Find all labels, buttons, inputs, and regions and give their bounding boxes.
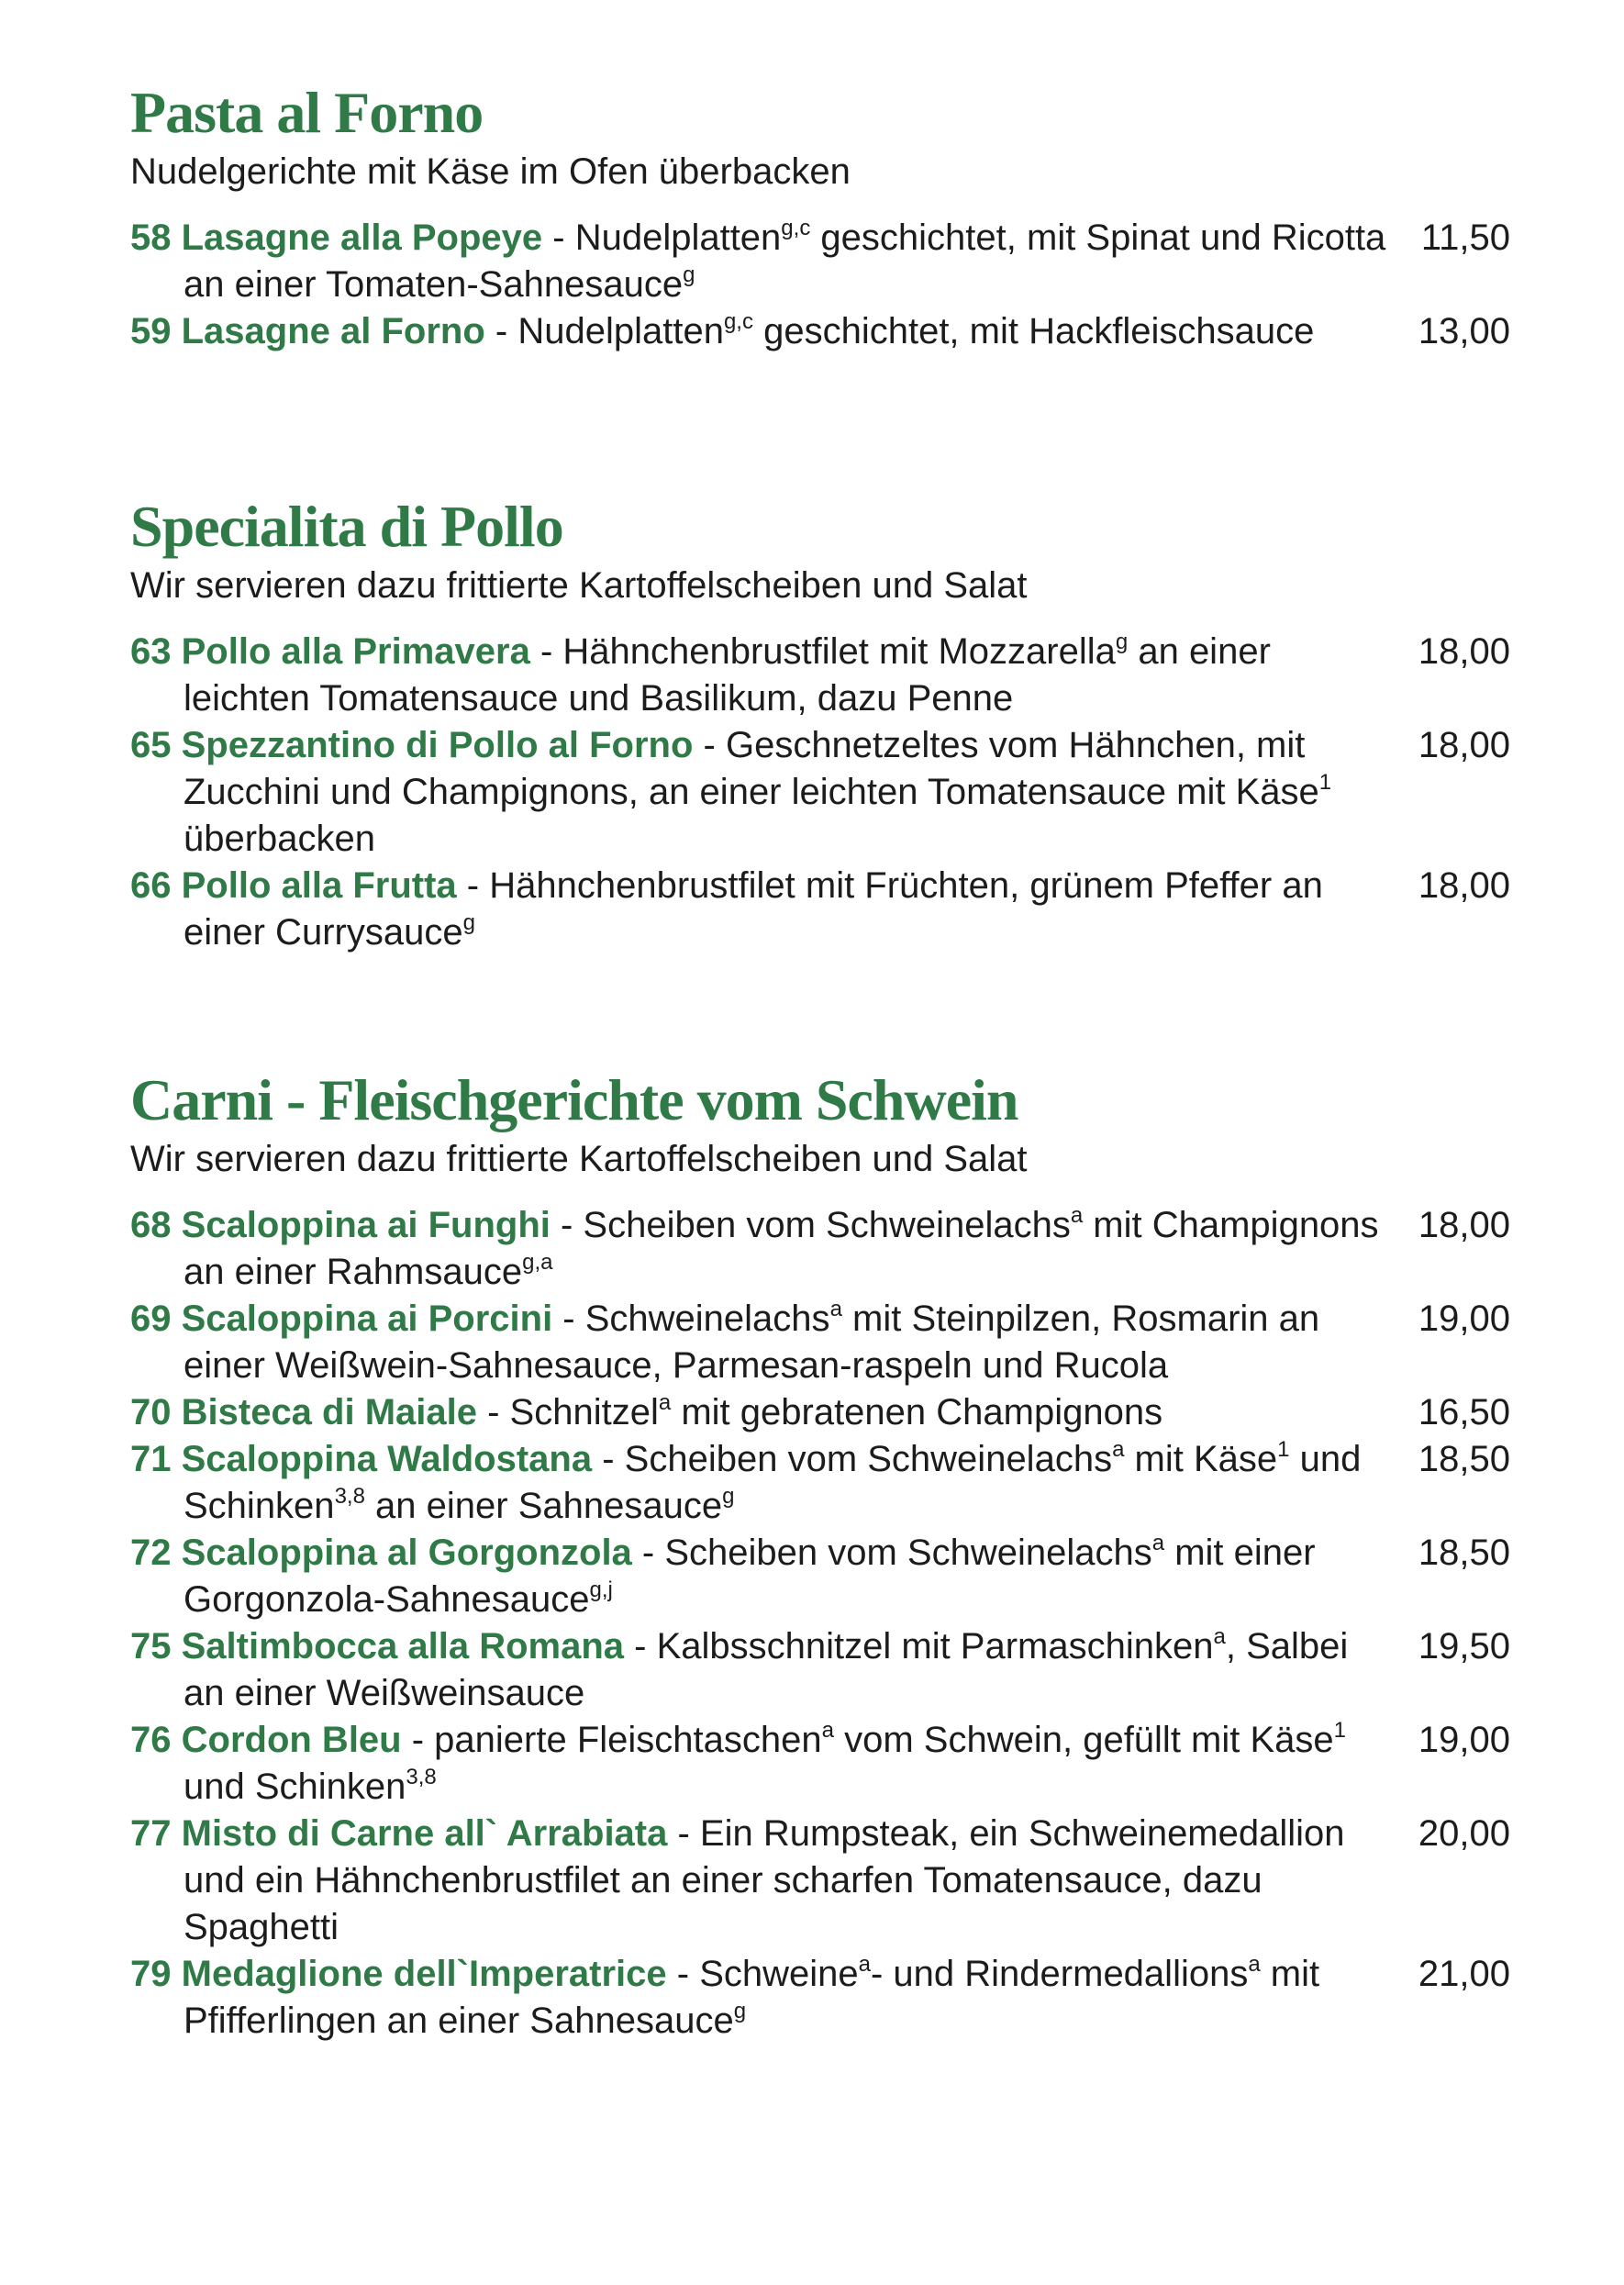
item-number: 69 xyxy=(130,1299,172,1339)
menu-item-text xyxy=(130,722,1386,863)
item-price: 19,50 xyxy=(1418,1626,1510,1666)
item-description: und Schinken xyxy=(184,1767,406,1807)
item-number: 79 xyxy=(130,1954,172,1994)
item-number: 71 xyxy=(130,1439,172,1479)
allergen-superscript: 1 xyxy=(1277,1437,1290,1462)
section-subtitle: Nudelgerichte mit Käse im Ofen überbacken xyxy=(130,151,851,192)
item-name: Lasagne alla Popeye xyxy=(181,217,543,258)
allergen-superscript: g,a xyxy=(522,1250,553,1275)
menu-item-list xyxy=(130,1202,1525,2045)
item-description: überbacken xyxy=(184,819,376,859)
menu-item xyxy=(130,1717,1525,1811)
item-price: 13,00 xyxy=(1418,311,1510,351)
item-description: mit Käse xyxy=(1124,1439,1278,1479)
item-description: an einer Sahnesauce xyxy=(364,1486,723,1526)
item-description: Geschnetzeltes vom Hähnchen, mit Zucchini und Champignons, an einer leichten Tomatensauce mit Käse xyxy=(184,725,1319,812)
menu-item-text xyxy=(130,1951,1386,2045)
allergen-superscript: 1 xyxy=(1333,1718,1347,1743)
allergen-superscript: g,j xyxy=(589,1577,613,1602)
allergen-superscript: a xyxy=(1151,1531,1165,1555)
menu-item-text xyxy=(130,1202,1386,1296)
menu-item xyxy=(130,863,1525,956)
item-description: , Salbei an einer Weißweinsauce xyxy=(184,1626,1349,1713)
item-separator: - xyxy=(529,631,563,672)
allergen-superscript: g xyxy=(462,910,475,935)
item-name: Scaloppina al Gorgonzola xyxy=(181,1533,632,1573)
item-description: Schweinelachs xyxy=(584,1299,830,1339)
item-description: geschichtet, mit Hackfleischsauce xyxy=(752,311,1315,351)
menu-item-text xyxy=(130,215,1386,308)
menu-item-text xyxy=(130,308,1386,355)
menu-item-text xyxy=(130,1436,1386,1530)
item-name: Saltimbocca alla Romana xyxy=(181,1626,625,1666)
item-price: 18,00 xyxy=(1418,865,1510,906)
allergen-superscript: a xyxy=(1248,1952,1261,1977)
menu-item-text xyxy=(130,1717,1386,1811)
item-description: mit gebratenen Champignons xyxy=(671,1392,1163,1432)
item-number: 66 xyxy=(130,865,172,906)
menu-item xyxy=(130,1623,1525,1717)
item-description: geschichtet, mit Spinat und Ricotta an einer Tomaten-Sahnesauce xyxy=(184,217,1386,305)
section-subtitle: Wir servieren dazu frittierte Kartoffelscheiben und Salat xyxy=(130,1139,1028,1179)
item-separator: - xyxy=(401,1720,435,1760)
item-name: Pollo alla Frutta xyxy=(181,865,457,906)
item-description: Hähnchenbrustfilet mit Früchten, grünem Pfeffer an einer Currysauce xyxy=(184,865,1323,953)
allergen-superscript: g xyxy=(683,262,695,287)
item-description: vom Schwein, gefüllt mit Käse xyxy=(833,1720,1334,1760)
item-price: 19,00 xyxy=(1418,1299,1510,1339)
menu-item-text xyxy=(130,1530,1386,1623)
menu-item xyxy=(130,215,1525,308)
item-separator: - xyxy=(693,725,726,765)
allergen-superscript: g,c xyxy=(781,216,811,240)
item-description: Kalbsschnitzel mit Parmaschinken xyxy=(656,1626,1214,1666)
menu-item-text xyxy=(130,1811,1386,1951)
item-name: Bisteca di Maiale xyxy=(181,1392,477,1432)
item-description: mit Champignons an einer Rahmsauce xyxy=(184,1205,1379,1292)
menu-item-text xyxy=(130,629,1386,722)
item-number: 72 xyxy=(130,1533,172,1573)
item-name: Cordon Bleu xyxy=(181,1720,402,1760)
item-description: mit Steinpilzen, Rosmarin an einer Weißwein-Sahnesauce, Parmesan-raspeln und Rucola xyxy=(184,1299,1320,1386)
item-description: Nudelplatten xyxy=(574,217,782,258)
item-separator: - xyxy=(592,1439,625,1479)
section-subtitle: Wir servieren dazu frittierte Kartoffelscheiben und Salat xyxy=(130,565,1028,606)
menu-item xyxy=(130,1951,1525,2045)
allergen-superscript: a xyxy=(1070,1203,1084,1228)
section-title: Specialita di Pollo xyxy=(130,494,563,559)
item-description: Nudelplatten xyxy=(517,311,724,351)
menu-item xyxy=(130,1436,1525,1530)
item-name: Lasagne al Forno xyxy=(181,311,485,351)
item-number: 68 xyxy=(130,1205,172,1245)
item-description: Schnitzel xyxy=(509,1392,659,1432)
section-title: Carni - Fleischgerichte vom Schwein xyxy=(130,1067,1018,1132)
item-price: 18,50 xyxy=(1418,1439,1510,1479)
item-price: 18,00 xyxy=(1418,631,1510,672)
item-separator: - xyxy=(666,1954,700,1994)
allergen-superscript: g,c xyxy=(723,309,753,334)
item-price: 16,50 xyxy=(1418,1392,1510,1432)
menu-item xyxy=(130,629,1525,722)
allergen-superscript: a xyxy=(658,1390,672,1415)
item-description: Scheiben vom Schweinelachs xyxy=(624,1439,1113,1479)
allergen-superscript: g xyxy=(733,1999,747,2023)
item-separator: - xyxy=(484,311,518,351)
item-description: Schweine xyxy=(699,1954,859,1994)
item-number: 77 xyxy=(130,1813,172,1854)
menu-item xyxy=(130,722,1525,863)
item-name: Scaloppina ai Funghi xyxy=(181,1205,551,1245)
menu-item xyxy=(130,1389,1525,1436)
item-price: 20,00 xyxy=(1418,1813,1510,1854)
allergen-superscript: a xyxy=(858,1952,871,1977)
item-name: Spezzantino di Pollo al Forno xyxy=(181,725,694,765)
section-pasta-al-forno xyxy=(130,77,1525,355)
section-title: Pasta al Forno xyxy=(130,80,484,145)
item-description: mit einer Gorgonzola-Sahnesauce xyxy=(184,1533,1316,1620)
item-price: 18,50 xyxy=(1418,1533,1510,1573)
item-separator: - xyxy=(542,217,575,258)
item-price: 19,00 xyxy=(1418,1720,1510,1760)
allergen-superscript: 1 xyxy=(1318,770,1332,795)
item-description: an einer leichten Tomatensauce und Basilikum, dazu Penne xyxy=(184,631,1271,719)
section-specialita-di-pollo xyxy=(130,491,1525,956)
item-price: 21,00 xyxy=(1418,1954,1510,1994)
item-description: Scheiben vom Schweinelachs xyxy=(583,1205,1071,1245)
item-description: panierte Fleischtaschen xyxy=(434,1720,822,1760)
item-separator: - xyxy=(631,1533,665,1573)
item-name: Pollo alla Primavera xyxy=(181,631,530,672)
item-name: Medaglione dell`Imperatrice xyxy=(181,1954,667,1994)
item-separator: - xyxy=(667,1813,700,1854)
item-description: Hähnchenbrustfilet mit Mozzarella xyxy=(562,631,1116,672)
item-number: 63 xyxy=(130,631,172,672)
menu-item-text xyxy=(130,1623,1386,1717)
menu-item-text xyxy=(130,1389,1386,1436)
item-separator: - xyxy=(477,1392,510,1432)
allergen-superscript: a xyxy=(1112,1437,1125,1462)
item-description: Scheiben vom Schweinelachs xyxy=(664,1533,1152,1573)
item-separator: - xyxy=(624,1626,657,1666)
item-description: Ein Rumpsteak, ein Schweinemedallion und ein Hähnchenbrustfilet an einer scharfen Tomatensauce, dazu Spaghetti xyxy=(184,1813,1345,1947)
item-price: 18,00 xyxy=(1418,725,1510,765)
menu-item-text xyxy=(130,1296,1386,1389)
item-name: Misto di Carne all` Arrabiata xyxy=(181,1813,668,1854)
allergen-superscript: a xyxy=(829,1297,842,1321)
item-number: 59 xyxy=(130,311,172,351)
allergen-superscript: g xyxy=(722,1484,735,1509)
item-separator: - xyxy=(552,1299,585,1339)
item-number: 65 xyxy=(130,725,172,765)
menu-item-text xyxy=(130,863,1386,956)
item-number: 75 xyxy=(130,1626,172,1666)
menu-item-list xyxy=(130,215,1525,355)
item-number: 76 xyxy=(130,1720,172,1760)
menu-item xyxy=(130,1811,1525,1951)
menu-item xyxy=(130,308,1525,355)
menu-item-list xyxy=(130,629,1525,956)
item-separator: - xyxy=(456,865,490,906)
menu-item xyxy=(130,1530,1525,1623)
item-name: Scaloppina ai Porcini xyxy=(181,1299,553,1339)
item-separator: - xyxy=(550,1205,584,1245)
allergen-superscript: a xyxy=(821,1718,834,1743)
item-name: Scaloppina Waldostana xyxy=(181,1439,593,1479)
item-price: 18,00 xyxy=(1418,1205,1510,1245)
item-number: 58 xyxy=(130,217,172,258)
allergen-superscript: a xyxy=(1213,1624,1226,1649)
item-price: 11,50 xyxy=(1420,217,1510,258)
menu-item xyxy=(130,1296,1525,1389)
allergen-superscript: 3,8 xyxy=(406,1765,437,1789)
item-description: und Schinken xyxy=(184,1439,1362,1526)
allergen-superscript: 3,8 xyxy=(334,1484,365,1509)
item-description: mit Pfifferlingen an einer Sahnesauce xyxy=(184,1954,1320,2041)
menu-item xyxy=(130,1202,1525,1296)
section-carni xyxy=(130,1064,1525,2045)
item-number: 70 xyxy=(130,1392,172,1432)
item-description: - und Rindermedallions xyxy=(871,1954,1249,1994)
allergen-superscript: g xyxy=(1115,630,1129,654)
